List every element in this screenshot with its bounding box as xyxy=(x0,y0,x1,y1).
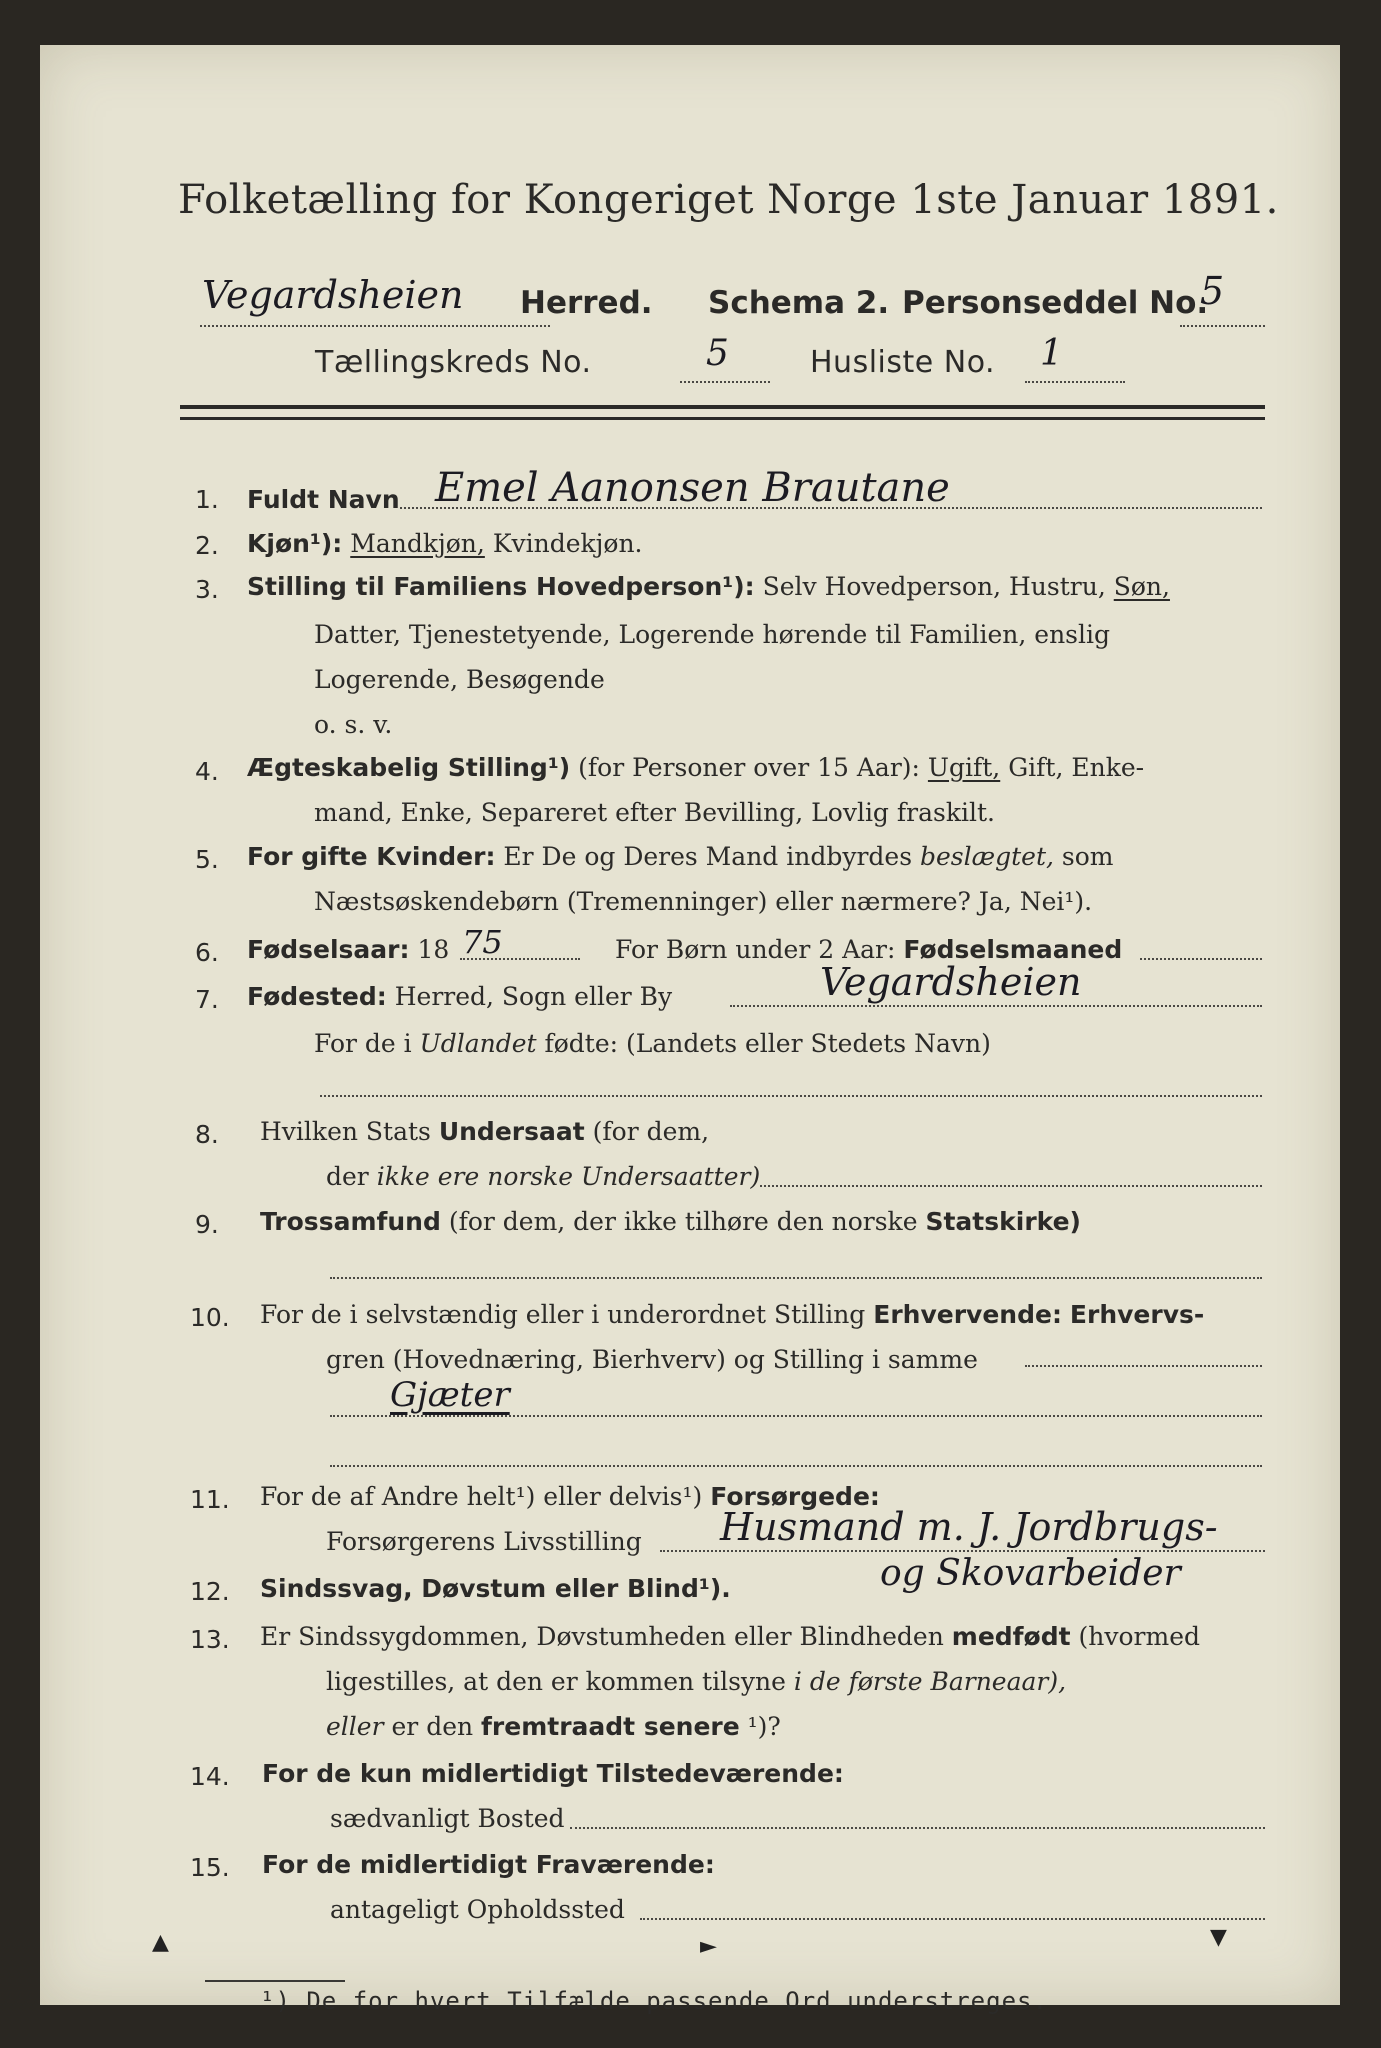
q6-birth-year: 75 xyxy=(462,923,503,961)
q14-dotline xyxy=(570,1827,1265,1829)
q7-birthplace: Vegardsheien xyxy=(820,960,1082,1004)
q13-number: 13. xyxy=(190,1625,230,1654)
q3-text: Selv Hovedperson, Hustru, xyxy=(762,572,1106,601)
q8-dotline xyxy=(760,1185,1262,1187)
q11-label: Forsørgede: xyxy=(710,1482,880,1511)
q8-label: Undersaat xyxy=(438,1117,585,1146)
q14-label: For de kun midlertidigt Tilstedeværende: xyxy=(262,1759,844,1788)
q13-line3b: er den xyxy=(391,1712,474,1741)
q15-dotline xyxy=(640,1918,1265,1920)
q2-option-male-selected: Mandkjøn, xyxy=(350,529,485,558)
q10-dotline-2 xyxy=(330,1465,1262,1467)
q4-label: Ægteskabelig Stilling¹) xyxy=(247,753,571,782)
q8-line2a: der xyxy=(326,1162,369,1191)
q8-line2-italic: ikke ere norske Undersaatter) xyxy=(376,1162,761,1191)
q7-line2b: fødte: (Landets eller Stedets Navn) xyxy=(544,1029,991,1058)
q10-text: For de i selvstændig eller i underordnet Stilling xyxy=(260,1300,866,1329)
personseddel-label: Personseddel No. xyxy=(902,285,1209,321)
q12-label: Sindssvag, Døvstum eller Blind¹). xyxy=(260,1574,731,1603)
q11-line2: Forsørgerens Livsstilling xyxy=(326,1527,642,1556)
q14-number: 14. xyxy=(190,1762,230,1791)
q15-line2: antageligt Opholdssted xyxy=(330,1895,625,1924)
q1-full-name: Emel Aanonsen Brautane xyxy=(435,465,950,511)
footnote-rule xyxy=(205,1980,345,1982)
q10-dotline xyxy=(330,1415,1262,1417)
herred-name: Vegardsheien xyxy=(202,273,464,317)
q15-number: 15. xyxy=(190,1853,230,1882)
q1-number: 1. xyxy=(195,485,219,514)
q8-text2: (for dem, xyxy=(592,1117,710,1146)
q3-selected-son: Søn, xyxy=(1113,572,1170,601)
schema-label: Schema 2. xyxy=(708,285,890,321)
q3-number: 3. xyxy=(195,575,219,604)
header-rule-bottom xyxy=(180,417,1265,420)
census-form xyxy=(40,45,1340,2015)
form-title: Folketælling for Kongeriget Norge 1ste Januar 1891. xyxy=(178,177,1279,223)
q13-line2a: ligestilles, at den er kommen tilsyne xyxy=(326,1667,786,1696)
q6-label2: Fødselsmaaned xyxy=(903,935,1123,964)
kreds-label: Tællingskreds No. xyxy=(315,345,592,380)
q13-text: Er Sindssygdommen, Døvstumheden eller Blindheden xyxy=(260,1622,944,1651)
q6-prefix: 18 xyxy=(417,935,450,964)
corner-mark-left-icon: ▲ xyxy=(152,1930,169,1955)
q13-line2-italic: i de første Barneaar), xyxy=(793,1667,1067,1696)
q7-number: 7. xyxy=(195,985,219,1014)
q4-selected-unmarried: Ugift, xyxy=(927,753,1001,782)
q4-text2: Gift, Enke- xyxy=(1008,753,1145,782)
kreds-number: 5 xyxy=(706,333,729,374)
q3-line4: o. s. v. xyxy=(314,710,393,739)
herred-label: Herred. xyxy=(520,285,653,321)
q5-text: Er De og Deres Mand indbyrdes xyxy=(503,842,913,871)
q11-number: 11. xyxy=(190,1485,230,1514)
q9-number: 9. xyxy=(195,1210,219,1239)
q5-text2: som xyxy=(1061,842,1114,871)
personseddel-number: 5 xyxy=(1200,269,1225,313)
q6-number: 6. xyxy=(195,938,219,967)
q7-line2-italic: Udlandet xyxy=(419,1029,537,1058)
corner-mark-right-icon: ▼ xyxy=(1210,1925,1227,1950)
q3-label: Stilling til Familiens Hovedperson¹): xyxy=(247,572,755,601)
q5-label: For gifte Kvinder: xyxy=(247,842,496,871)
q11-provider-occupation-cont: og Skovarbeider xyxy=(880,1553,1181,1594)
footnote: ¹) De for hvert Tilfælde passende Ord understreges. xyxy=(260,1987,1048,2015)
q5-number: 5. xyxy=(195,845,219,874)
q14-line2: sædvanligt Bosted xyxy=(330,1804,565,1833)
q7-line2a: For de i xyxy=(314,1029,412,1058)
q9-label2: Statskirke) xyxy=(925,1207,1081,1236)
q7-text: Herred, Sogn eller By xyxy=(394,982,673,1011)
q9-label: Trossamfund xyxy=(260,1207,441,1236)
q11-provider-occupation: Husmand m. J. Jordbrugs- xyxy=(720,1505,1218,1549)
corner-mark-center-icon: ► xyxy=(700,1934,717,1959)
q4-line2: mand, Enke, Separeret efter Bevilling, Lovlig fraskilt. xyxy=(314,798,995,827)
q1-dotline xyxy=(400,507,1262,509)
q10-number: 10. xyxy=(190,1303,230,1332)
q5-line2: Næstsøskendebørn (Tremenninger) eller nærmere? Ja, Nei¹). xyxy=(314,887,1093,916)
q1-label: Fuldt Navn xyxy=(247,485,400,514)
q10-line2-dotline xyxy=(1025,1365,1262,1367)
husliste-number: 1 xyxy=(1040,333,1063,374)
q8-text: Hvilken Stats xyxy=(260,1117,431,1146)
q10-occupation: Gjæter xyxy=(390,1375,510,1415)
q4-number: 4. xyxy=(195,757,219,786)
q7-dotline xyxy=(730,1005,1262,1007)
q7-label: Fødested: xyxy=(247,982,387,1011)
q11-text: For de af Andre helt¹) eller delvis¹) xyxy=(260,1482,703,1511)
q12-number: 12. xyxy=(190,1577,230,1606)
husliste-label: Husliste No. xyxy=(810,345,996,380)
q7-foreign-dotline xyxy=(320,1095,1262,1097)
q10-line2: gren (Hovednæring, Bierhverv) og Stilling i samme xyxy=(326,1345,978,1374)
header-rule-top xyxy=(180,405,1265,409)
q13-line3-label: fremtraadt senere xyxy=(481,1712,740,1741)
q2-label: Kjøn¹): xyxy=(247,529,343,558)
q13-line3-italic: eller xyxy=(326,1712,384,1741)
q13-text2: (hvormed xyxy=(1078,1622,1201,1651)
q13-line3c: ¹)? xyxy=(747,1712,781,1741)
q9-dotline xyxy=(330,1277,1262,1279)
q9-text: (for dem, der ikke tilhøre den norske xyxy=(448,1207,918,1236)
q8-number: 8. xyxy=(195,1120,219,1149)
husliste-dotline xyxy=(1025,381,1125,383)
herred-dotline xyxy=(200,325,550,327)
q10-label: Erhvervende: xyxy=(873,1300,1062,1329)
q10-label2: Erhvervs- xyxy=(1069,1300,1205,1329)
q6-text: For Børn under 2 Aar: xyxy=(615,935,896,964)
q11-dotline xyxy=(660,1550,1265,1552)
q4-text: (for Personer over 15 Aar): xyxy=(578,753,920,782)
q3-line2: Datter, Tjenestetyende, Logerende hørende til Familien, enslig xyxy=(314,620,1111,649)
q6-dotline xyxy=(460,958,580,960)
kreds-dotline xyxy=(680,381,770,383)
q13-label: medfødt xyxy=(951,1622,1071,1651)
q2-number: 2. xyxy=(195,531,219,560)
q3-line3: Logerende, Besøgende xyxy=(314,665,605,694)
q5-italic: beslægtet, xyxy=(920,842,1054,871)
q6-month-dotline xyxy=(1140,958,1262,960)
personseddel-dotline xyxy=(1180,325,1265,327)
q6-label: Fødselsaar: xyxy=(247,935,410,964)
q2-option-female: Kvindekjøn. xyxy=(492,529,643,558)
q15-label: For de midlertidigt Fraværende: xyxy=(262,1850,715,1879)
